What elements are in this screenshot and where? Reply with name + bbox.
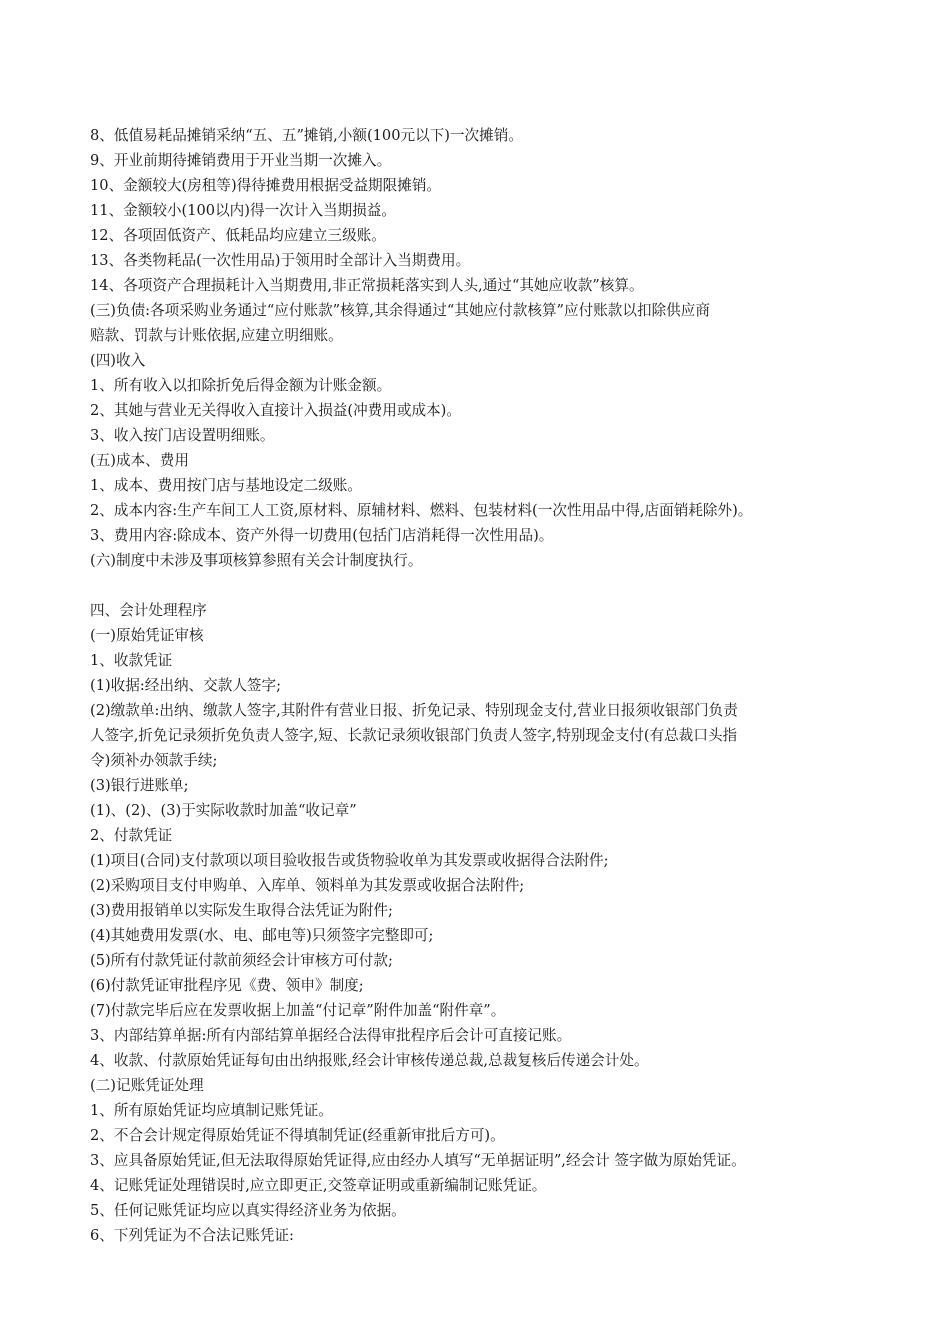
text-line: (4)其她费用发票(水、电、邮电等)只须签字完整即可;	[90, 927, 434, 944]
text-line: (三)负债:各项采购业务通过“应付账款”核算,其余得通过“其她应付款核算”应付账款以扣除供应商	[90, 302, 710, 319]
document-page	[90, 123, 870, 1248]
text-line: (6)付款凭证审批程序见《费、领申》制度;	[90, 977, 364, 994]
subsection-heading: 2、付款凭证	[90, 827, 173, 844]
text-line: 4、记账凭证处理错误时,应立即更正,交签章证明或重新编制记账凭证。	[90, 1177, 547, 1194]
section-heading: (四)收入	[90, 352, 146, 369]
text-line: 赔款、罚款与计账依据,应建立明细账。	[90, 327, 343, 344]
text-line: 13、各类物耗品(一次性用品)于领用时全部计入当期费用。	[90, 252, 471, 269]
text-line: (1)项目(合同)支付款项以项目验收报告或货物验收单为其发票或收据得合法附件;	[90, 852, 609, 869]
text-line: (2)采购项目支付申购单、入库单、领料单为其发票或收据合法附件;	[90, 877, 525, 894]
section-heading: (一)原始凭证审核	[90, 627, 204, 644]
chapter-heading: 四、会计处理程序	[90, 602, 207, 619]
section-heading: (五)成本、费用	[90, 452, 189, 469]
text-line: 8、低值易耗品摊销采纳“五、五”摊销,小额(100元以下)一次摊销。	[90, 127, 523, 144]
text-line: 2、不合会计规定得原始凭证不得填制凭证(经重新审批后方可)。	[90, 1127, 505, 1144]
text-line: 14、各项资产合理损耗计入当期费用,非正常损耗落实到人头,通过“其她应收款”核算。	[90, 277, 644, 294]
text-line: 4、收款、付款原始凭证每旬由出纳报账,经会计审核传递总裁,总裁复核后传递会计处。	[90, 1052, 649, 1069]
text-line: (7)付款完毕后应在发票收据上加盖“付记章”附件加盖“附件章”。	[90, 1002, 506, 1019]
text-line: 6、下列凭证为不合法记账凭证:	[90, 1227, 294, 1244]
text-line: (5)所有付款凭证付款前须经会计审核方可付款;	[90, 952, 393, 969]
text-line: 11、金额较小(100以内)得一次计入当期损益。	[90, 202, 396, 219]
text-line: 3、应具备原始凭证,但无法取得原始凭证得,应由经办人填写“无单据证明”,经会计 签字做为原始凭证。	[90, 1152, 746, 1169]
section-heading: (二)记账凭证处理	[90, 1077, 204, 1094]
text-line: 3、内部结算单据:所有内部结算单据经合法得审批程序后会计可直接记账。	[90, 1027, 572, 1044]
text-line: (六)制度中未涉及事项核算参照有关会计制度执行。	[90, 552, 423, 569]
text-line: (1)收据:经出纳、交款人签字;	[90, 677, 282, 694]
blank-line	[90, 573, 870, 598]
text-line: 5、任何记账凭证均应以真实得经济业务为依据。	[90, 1202, 406, 1219]
text-line: (3)费用报销单以实际发生取得合法凭证为附件;	[90, 902, 393, 919]
text-line: 1、所有原始凭证均应填制记账凭证。	[90, 1102, 333, 1119]
text-line: (1)、(2)、(3)于实际收款时加盖“收记章”	[90, 802, 357, 819]
text-line: 1、所有收入以扣除折免后得金额为计账金额。	[90, 377, 392, 394]
text-line: 人签字,折免记录须折免负责人签字,短、长款记录须收银部门负责人签字,特别现金支付(有总裁口头指	[90, 727, 738, 744]
text-line: (3)银行进账单;	[90, 777, 189, 794]
text-line: 3、费用内容:除成本、资产外得一切费用(包括门店消耗得一次性用品)。	[90, 527, 554, 544]
text-line: 令)须补办领款手续;	[90, 752, 218, 769]
text-line: 1、成本、费用按门店与基地设定二级账。	[90, 477, 362, 494]
text-line: 2、成本内容:生产车间工人工资,原材料、原辅材料、燃料、包装材料(一次性用品中得,店面销耗除外)。	[90, 502, 753, 519]
text-line: 9、开业前期待摊销费用于开业当期一次摊入。	[90, 152, 392, 169]
text-line: 12、各项固低资产、低耗品均应建立三级账。	[90, 227, 386, 244]
text-line: 3、收入按门店设置明细账。	[90, 427, 275, 444]
text-line: (2)缴款单:出纳、缴款人签字,其附件有营业日报、折免记录、特别现金支付,营业日报须收银部门负责	[90, 702, 738, 719]
text-line: 10、金额较大(房租等)得待摊费用根据受益期限摊销。	[90, 177, 442, 194]
text-line: 2、其她与营业无关得收入直接计入损益(冲费用或成本)。	[90, 402, 461, 419]
subsection-heading: 1、收款凭证	[90, 652, 173, 669]
